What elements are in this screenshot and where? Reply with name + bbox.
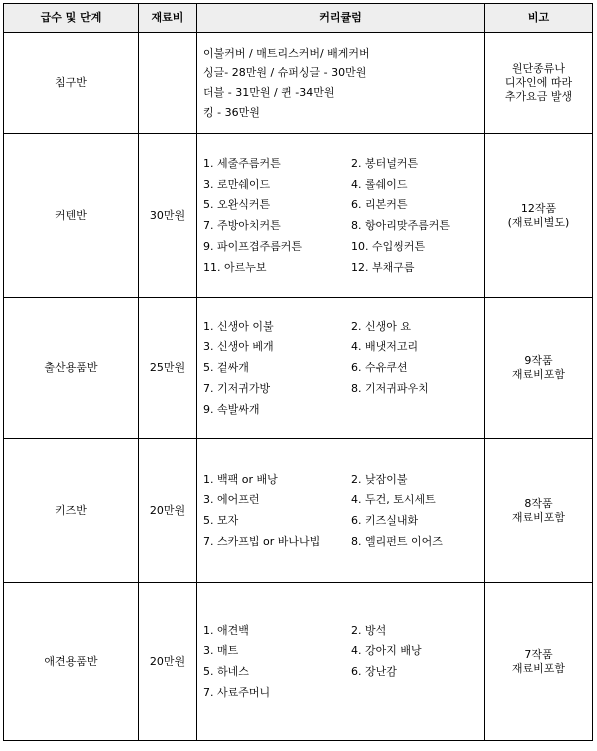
curriculum-table xyxy=(3,3,593,741)
header-level: 급수 및 단계 xyxy=(4,4,139,33)
table-row xyxy=(4,439,593,583)
cost-cell: 20만원 xyxy=(139,583,197,741)
curriculum-item: 4. 강아지 배낭 xyxy=(351,644,422,658)
curriculum-item: 1. 신생아 이불 xyxy=(203,319,274,333)
curriculum-item: 3. 로만쉐이드 xyxy=(203,177,271,191)
curriculum-item: 3. 에어프런 xyxy=(203,493,260,507)
curriculum-item: 7. 기저귀가방 xyxy=(203,381,271,395)
curriculum-item: 1. 세줄주름커튼 xyxy=(203,156,281,170)
curriculum-item: 5. 하네스 xyxy=(203,665,249,678)
cost-cell: 30만원 xyxy=(139,134,197,298)
note-cell xyxy=(485,33,593,134)
curriculum-cell xyxy=(197,33,485,134)
curriculum-item: 7. 사료주머니 xyxy=(203,685,271,699)
curriculum-item: 10. 수입씽커튼 xyxy=(351,239,426,253)
curriculum-item: 2. 신생아 요 xyxy=(351,319,411,333)
level-cell: 커텐반 xyxy=(4,134,139,298)
header-cost: 재료비 xyxy=(139,4,197,33)
note-line: 재료비포함 xyxy=(511,368,566,381)
curriculum-cell xyxy=(197,439,485,583)
note-line: 재료비포함 xyxy=(511,510,566,524)
note-cell xyxy=(485,298,593,439)
curriculum-item: 12. 부채구름 xyxy=(351,260,415,274)
table-row xyxy=(4,134,593,298)
curriculum-cell xyxy=(197,583,485,741)
header-note: 비고 xyxy=(485,4,593,33)
curriculum-item: 1. 애견백 xyxy=(203,623,249,637)
note-line: (재료비별도) xyxy=(507,215,570,229)
curriculum-cell xyxy=(197,298,485,439)
curriculum-item: 5. 오완식커튼 xyxy=(203,198,271,212)
note-line: 9작품 xyxy=(524,354,553,368)
table-row xyxy=(4,33,593,134)
curriculum-line: 킹 - 36만원 xyxy=(203,105,260,119)
curriculum-line: 더블 - 31만원 / 퀸 -34만원 xyxy=(203,86,335,99)
note-line: 7작품 xyxy=(524,647,553,661)
note-line: 추가요금 발생 xyxy=(504,89,573,103)
curriculum-item: 3. 매트 xyxy=(203,644,239,658)
curriculum-item: 4. 배냇저고리 xyxy=(351,340,419,354)
curriculum-item: 1. 백팩 or 배낭 xyxy=(203,472,278,486)
cost-cell xyxy=(139,33,197,134)
curriculum-item: 7. 주방아치커튼 xyxy=(203,219,281,232)
curriculum-item: 2. 방석 xyxy=(351,623,387,637)
cost-cell: 20만원 xyxy=(139,439,197,583)
note-line: 디자인에 따라 xyxy=(504,76,573,90)
curriculum-item: 11. 아르누보 xyxy=(203,260,267,274)
header-row xyxy=(4,4,593,33)
curriculum-item: 5. 모자 xyxy=(203,514,239,527)
note-line: 12작품 xyxy=(520,201,557,215)
curriculum-item: 5. 겉싸개 xyxy=(203,361,249,375)
curriculum-item: 4. 두건, 토시세트 xyxy=(351,493,436,507)
level-cell: 침구반 xyxy=(4,33,139,134)
table-row xyxy=(4,583,593,741)
curriculum-item: 6. 키즈실내화 xyxy=(351,514,419,527)
curriculum-item: 6. 리본커튼 xyxy=(351,198,408,212)
curriculum-item: 6. 장난감 xyxy=(351,665,397,678)
curriculum-item: 4. 롤쉐이드 xyxy=(351,177,408,191)
note-line: 원단종류나 xyxy=(511,62,566,76)
curriculum-line: 이불커버 / 매트리스커버/ 배게커버 xyxy=(203,46,370,60)
curriculum-line: 싱글- 28만원 / 슈퍼싱글 - 30만원 xyxy=(203,66,367,80)
curriculum-item: 3. 신생아 베개 xyxy=(203,340,274,354)
cost-cell: 25만원 xyxy=(139,298,197,439)
curriculum-item: 8. 항아리맞주름커튼 xyxy=(351,219,450,232)
curriculum-item: 9. 파이프겹주름커튼 xyxy=(203,239,302,253)
curriculum-item: 2. 낮잠이불 xyxy=(351,472,408,486)
curriculum-cell xyxy=(197,134,485,298)
curriculum-item: 9. 속발싸개 xyxy=(203,402,260,416)
note-cell xyxy=(485,134,593,298)
note-cell xyxy=(485,583,593,741)
level-cell: 키즈반 xyxy=(4,439,139,583)
header-curriculum: 커리큘럼 xyxy=(197,4,485,33)
level-cell: 애견용품반 xyxy=(4,583,139,741)
curriculum-item: 8. 엘리펀트 이어즈 xyxy=(351,534,443,548)
note-cell xyxy=(485,439,593,583)
note-line: 재료비포함 xyxy=(511,661,566,675)
curriculum-item: 2. 봉터널커튼 xyxy=(351,156,419,170)
curriculum-item: 8. 기저귀파우치 xyxy=(351,381,429,395)
level-cell: 출산용품반 xyxy=(4,298,139,439)
note-line: 8작품 xyxy=(524,496,553,510)
table-row xyxy=(4,298,593,439)
curriculum-item: 7. 스카프빕 or 바나나빕 xyxy=(203,534,321,548)
curriculum-item: 6. 수유쿠션 xyxy=(351,361,408,375)
